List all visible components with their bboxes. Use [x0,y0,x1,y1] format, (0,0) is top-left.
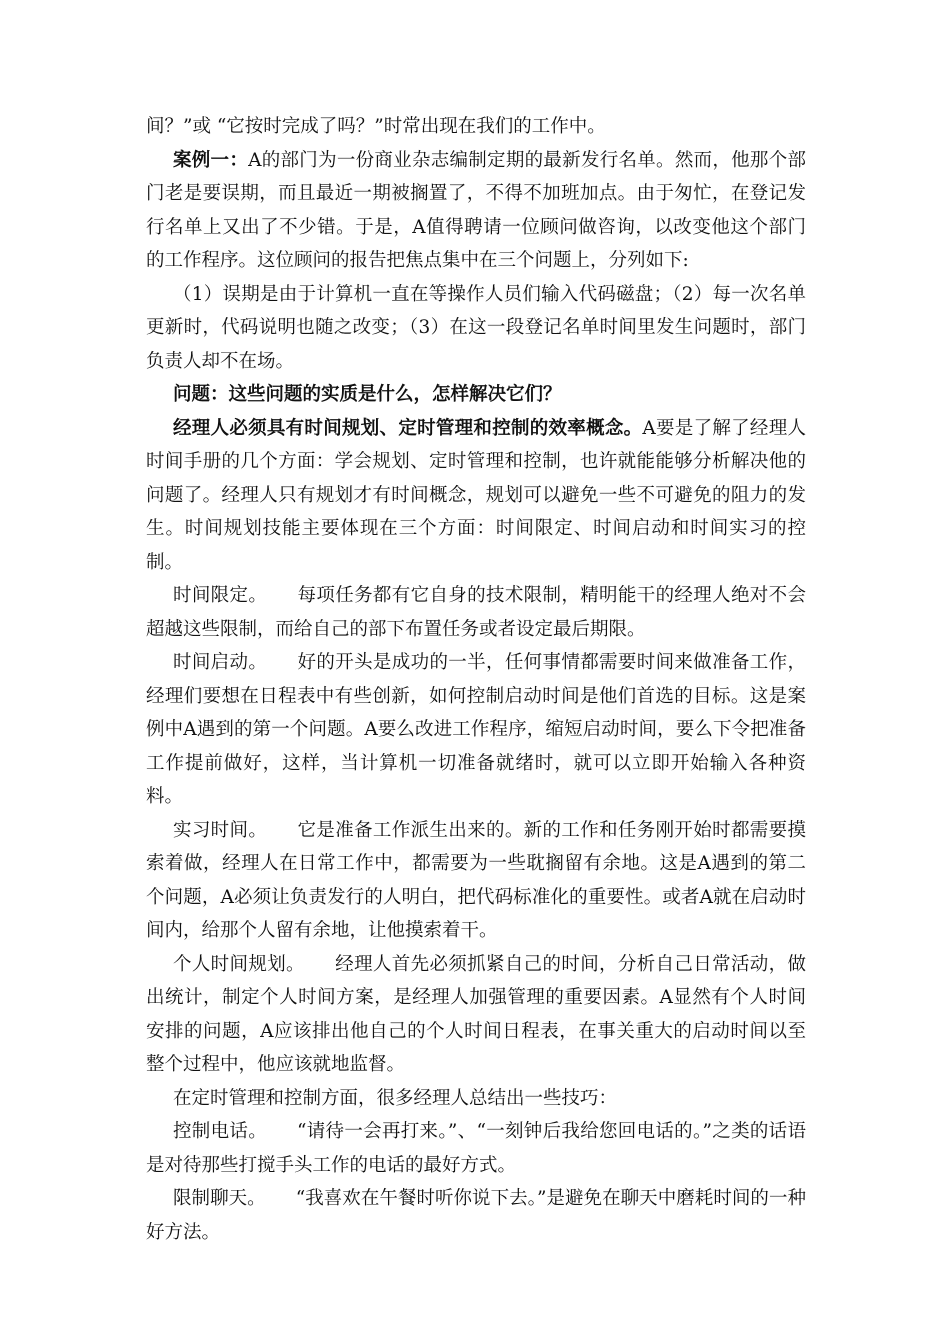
term-lead: 控制电话。 [173,1121,267,1142]
paragraph-limit-chat [146,1182,806,1249]
paragraph-time-limit [146,579,806,646]
paragraph-continuation [146,110,806,144]
paragraph-text: 每项任务都有它自身的技术限制，精明能干的经理人绝对不会超越这些限制，而给自己的部下布置任务或者设定最后期限。 [146,585,806,640]
paragraph-efficiency-concept [146,412,806,580]
paragraph-text: “请待一会再打来。”、“一刻钟后我给您回电话的。”之类的话语是对待那些打搅手头工作的电话的最好方式。 [146,1121,806,1176]
paragraph-text: 好的开头是成功的一半，任何事情都需要时间来做准备工作，经理们要想在日程表中有些创新，如何控制启动时间是他们首选的目标。这是案例中A遇到的第一个问题。A要么改进工作程序，缩短启动时间，要么下令把准备工作提前做好，这样，当计算机一切准备就绪时，就可以立即开始输入各种资料。 [146,652,806,807]
paragraph-text: A要是了解了经理人时间手册的几个方面：学会规划、定时管理和控制，也许就能能够分析解决他的问题了。经理人只有规划才有时间概念，规划可以避免一些不可避免的阻力的发生。时间规划技能主要体现在三个方面：时间限定、时间启动和时间实习的控制。 [146,417,806,573]
term-lead: 时间启动。 [173,652,268,673]
question-heading: 问题：这些问题的实质是什么，怎样解决它们？ [173,384,562,405]
paragraph-text: 在定时管理和控制方面，很多经理人总结出一些技巧： [173,1087,618,1109]
paragraph-text: 经理人首先必须抓紧自己的时间，分析自己日常活动，做出统计，制定个人时间方案，是经理人加强管理的重要因素。A显然有个人时间安排的问题，A应该排出他自己的个人时间日程表，在事关重大的启动时间以至整个过程中，他应该就地监督。 [146,953,806,1075]
paragraph-question [146,378,806,412]
paragraph-time-start [146,646,806,814]
paragraph-control-phone [146,1115,806,1182]
term-lead: 时间限定。 [173,585,268,606]
paragraph-text: 间？”或 “它按时完成了吗？”时常出现在我们的工作中。 [146,116,606,137]
paragraph-text: 它是准备工作派生出来的。新的工作和任务刚开始时都需要摸索着做，经理人在日常工作中，都需要为一些耽搁留有余地。这是A遇到的第二个问题，A必须让负责发行的人明白，把代码标准化的重要性。或者A就在启动时间内，给那个人留有余地，让他摸索着干。 [146,819,806,941]
document-body [146,110,806,1249]
paragraph-personal-planning [146,948,806,1082]
paragraph-practice-time [146,814,806,948]
paragraph-techniques-intro [146,1082,806,1116]
case-heading: 案例一： [173,149,249,171]
term-lead: 限制聊天。 [173,1188,266,1209]
paragraph-case-one [146,144,806,278]
paragraph-problem-list [146,278,806,379]
paragraph-text: “我喜欢在午餐时听你说下去。”是避免在聊天中磨耗时间的一种好方法。 [146,1188,806,1243]
term-lead: 个人时间规划。 [173,953,305,975]
term-lead: 实习时间。 [173,819,268,841]
paragraph-text: （1）误期是由于计算机一直在等操作人员们输入代码磁盘；（2）每一次名单更新时，代码说明也随之改变；（3）在这一段登记名单时间里发生问题时，部门负责人却不在场。 [146,283,806,372]
paragraph-text: A的部门为一份商业杂志编制定期的最新发行名单。然而，他那个部门老是要误期，而且最近一期被搁置了，不得不加班加点。由于匆忙，在登记发行名单上又出了不少错。于是，A值得聘请一位顾问做咨询，以改变他这个部门的工作程序。这位顾问的报告把焦点集中在三个问题上，分列如下: [146,149,806,271]
bold-lead: 经理人必须具有时间规划、定时管理和控制的效率概念。 [173,417,643,439]
